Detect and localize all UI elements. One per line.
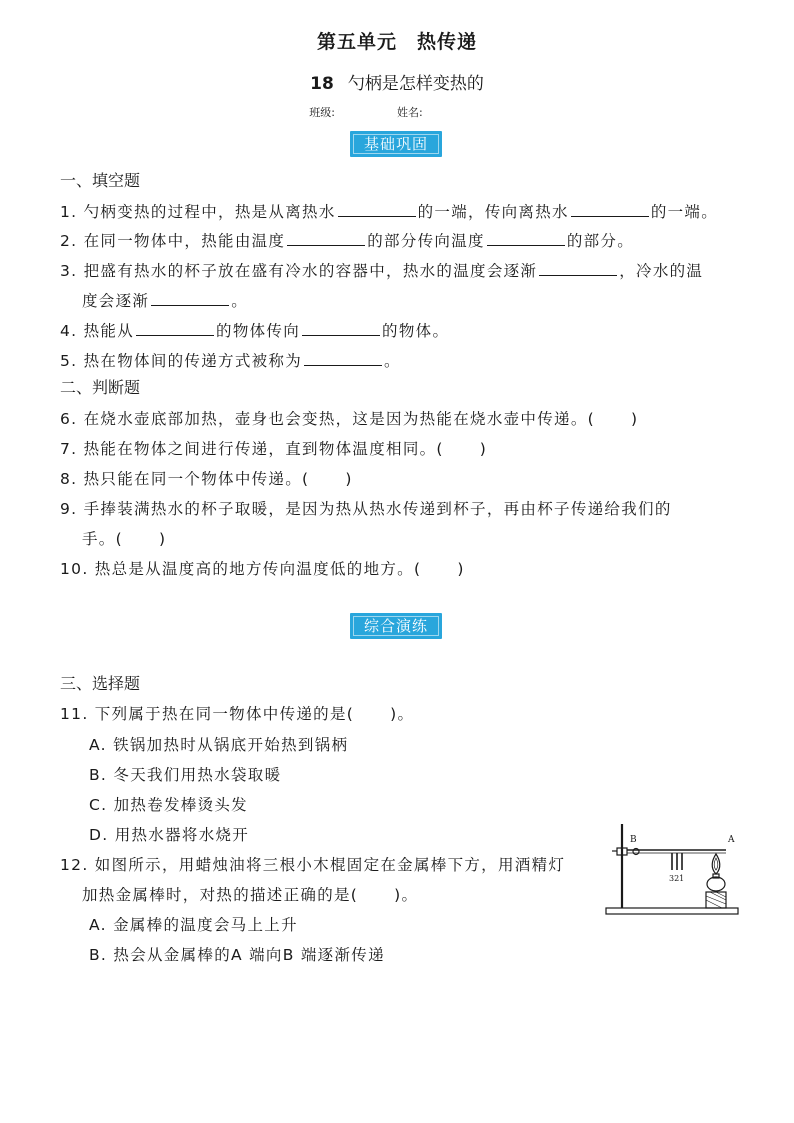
q10-text-b: ) <box>457 560 465 578</box>
q3-text-d: 。 <box>231 292 249 310</box>
question-3-cont <box>82 289 248 311</box>
q11-text-a: 11. 下列属于热在同一物体中传递的是( <box>60 705 355 723</box>
question-9-cont <box>82 527 166 549</box>
q4-text-c: 的物体。 <box>382 322 450 340</box>
q3-blank-2[interactable] <box>151 291 229 306</box>
student-info <box>0 104 794 120</box>
q2-blank-2[interactable] <box>487 231 565 246</box>
q2-text-c: 的部分。 <box>566 232 635 250</box>
q11-option-d[interactable]: D. 用热水器将水烧开 <box>89 826 250 844</box>
q3-text-c: 度会逐渐 <box>82 292 150 310</box>
q11-option-c[interactable]: C. 加热卷发棒烫头发 <box>89 796 248 814</box>
q2-text-a: 2. 在同一物体中，热能由温度 <box>60 232 286 250</box>
q12-option-a[interactable]: A. 金属棒的温度会马上上升 <box>89 916 298 934</box>
question-4 <box>60 319 449 341</box>
q4-blank-1[interactable] <box>136 321 214 336</box>
q9-text-b: 手。( <box>82 530 123 548</box>
question-3 <box>60 259 703 281</box>
q12-text-c: )。 <box>394 886 419 904</box>
figure-stick-labels: 321 <box>669 874 685 883</box>
q5-blank-1[interactable] <box>304 351 382 366</box>
q4-text-a: 4. 热能从 <box>60 322 135 340</box>
q4-blank-2[interactable] <box>302 321 380 336</box>
q6-text-b: ) <box>630 410 639 428</box>
question-7 <box>60 437 487 459</box>
q2-text-b: 的部分传向温度 <box>367 232 485 250</box>
figure-label-b: B <box>630 835 637 845</box>
question-8 <box>60 467 353 489</box>
heat-conduction-figure <box>604 820 744 920</box>
figure-label-a: A <box>728 835 735 845</box>
q1-blank-2[interactable] <box>571 202 649 217</box>
q5-text-b: 。 <box>384 352 401 370</box>
q12-text-b: 加热金属棒时，对热的描述正确的是( <box>82 886 359 904</box>
figure-flame <box>712 854 720 874</box>
figure-base <box>606 908 738 914</box>
q1-blank-1[interactable] <box>338 202 416 217</box>
q8-text-a: 8. 热只能在同一个物体中传递。( <box>60 470 310 488</box>
q1-text-c: 的一端。 <box>650 203 719 221</box>
figure-alcohol-lamp <box>707 877 725 891</box>
unit-title: 第五单元 热传递 <box>316 31 477 53</box>
question-2 <box>60 229 634 251</box>
q12-text-a: 12. 如图所示，用蜡烛油将三根小木棍固定在金属棒下方，用酒精灯 <box>60 856 566 874</box>
question-10 <box>60 557 465 579</box>
question-9 <box>60 497 672 519</box>
question-12-cont <box>82 883 418 905</box>
q9-text-a: 9. 手捧装满热水的杯子取暖，是因为热从热水传递到杯子，再由杯子传递给我们的 <box>60 500 672 518</box>
section-fill-heading: 一、填空题 <box>60 171 141 190</box>
q10-text-a: 10. 热总是从温度高的地方传向温度低的地方。( <box>60 560 422 578</box>
q11-text-b: )。 <box>390 705 415 723</box>
question-12 <box>60 853 565 875</box>
banner-comprehensive: 综合演练 <box>350 613 442 639</box>
section-choice-heading: 三、选择题 <box>60 674 141 693</box>
question-6 <box>60 407 638 429</box>
section-judge-heading: 二、判断题 <box>60 378 141 397</box>
q9-text-c: ) <box>158 530 167 548</box>
question-5 <box>60 349 401 371</box>
lesson-title <box>0 69 794 94</box>
q2-blank-1[interactable] <box>287 231 365 246</box>
q5-text-a: 5. 热在物体间的传递方式被称为 <box>60 352 303 370</box>
name-label: 姓名: <box>397 106 423 119</box>
q6-text-a: 6. 在烧水壶底部加热，壶身也会变热，这是因为热能在烧水壶中传递。( <box>60 410 595 428</box>
lesson-name: 勺柄是怎样变热的 <box>347 74 484 94</box>
question-1 <box>60 200 718 222</box>
question-11 <box>60 702 414 724</box>
q11-option-b[interactable]: B. 冬天我们用热水袋取暖 <box>89 766 282 784</box>
q8-text-b: ) <box>345 470 353 488</box>
q4-text-b: 的物体传向 <box>216 322 301 340</box>
q3-text-b: ，冷水的温 <box>619 262 704 280</box>
q7-text-a: 7. 热能在物体之间进行传递，直到物体温度相同。( <box>60 440 444 458</box>
banner-basic: 基础巩固 <box>350 131 442 157</box>
lesson-number: 18 <box>310 74 334 94</box>
q7-text-b: ) <box>479 440 488 458</box>
q1-text-a: 1. 勺柄变热的过程中，热是从离热水 <box>60 203 336 221</box>
q11-option-a[interactable]: A. 铁锅加热时从锅底开始热到锅柄 <box>89 736 349 754</box>
class-label: 班级: <box>309 106 335 119</box>
q3-text-a: 3. 把盛有热水的杯子放在盛有冷水的容器中，热水的温度会逐渐 <box>60 262 538 280</box>
q1-text-b: 的一端，传向离热水 <box>417 203 569 221</box>
q3-blank-1[interactable] <box>539 261 617 276</box>
q12-option-b[interactable]: B. 热会从金属棒的A 端向B 端逐渐传递 <box>89 946 385 964</box>
